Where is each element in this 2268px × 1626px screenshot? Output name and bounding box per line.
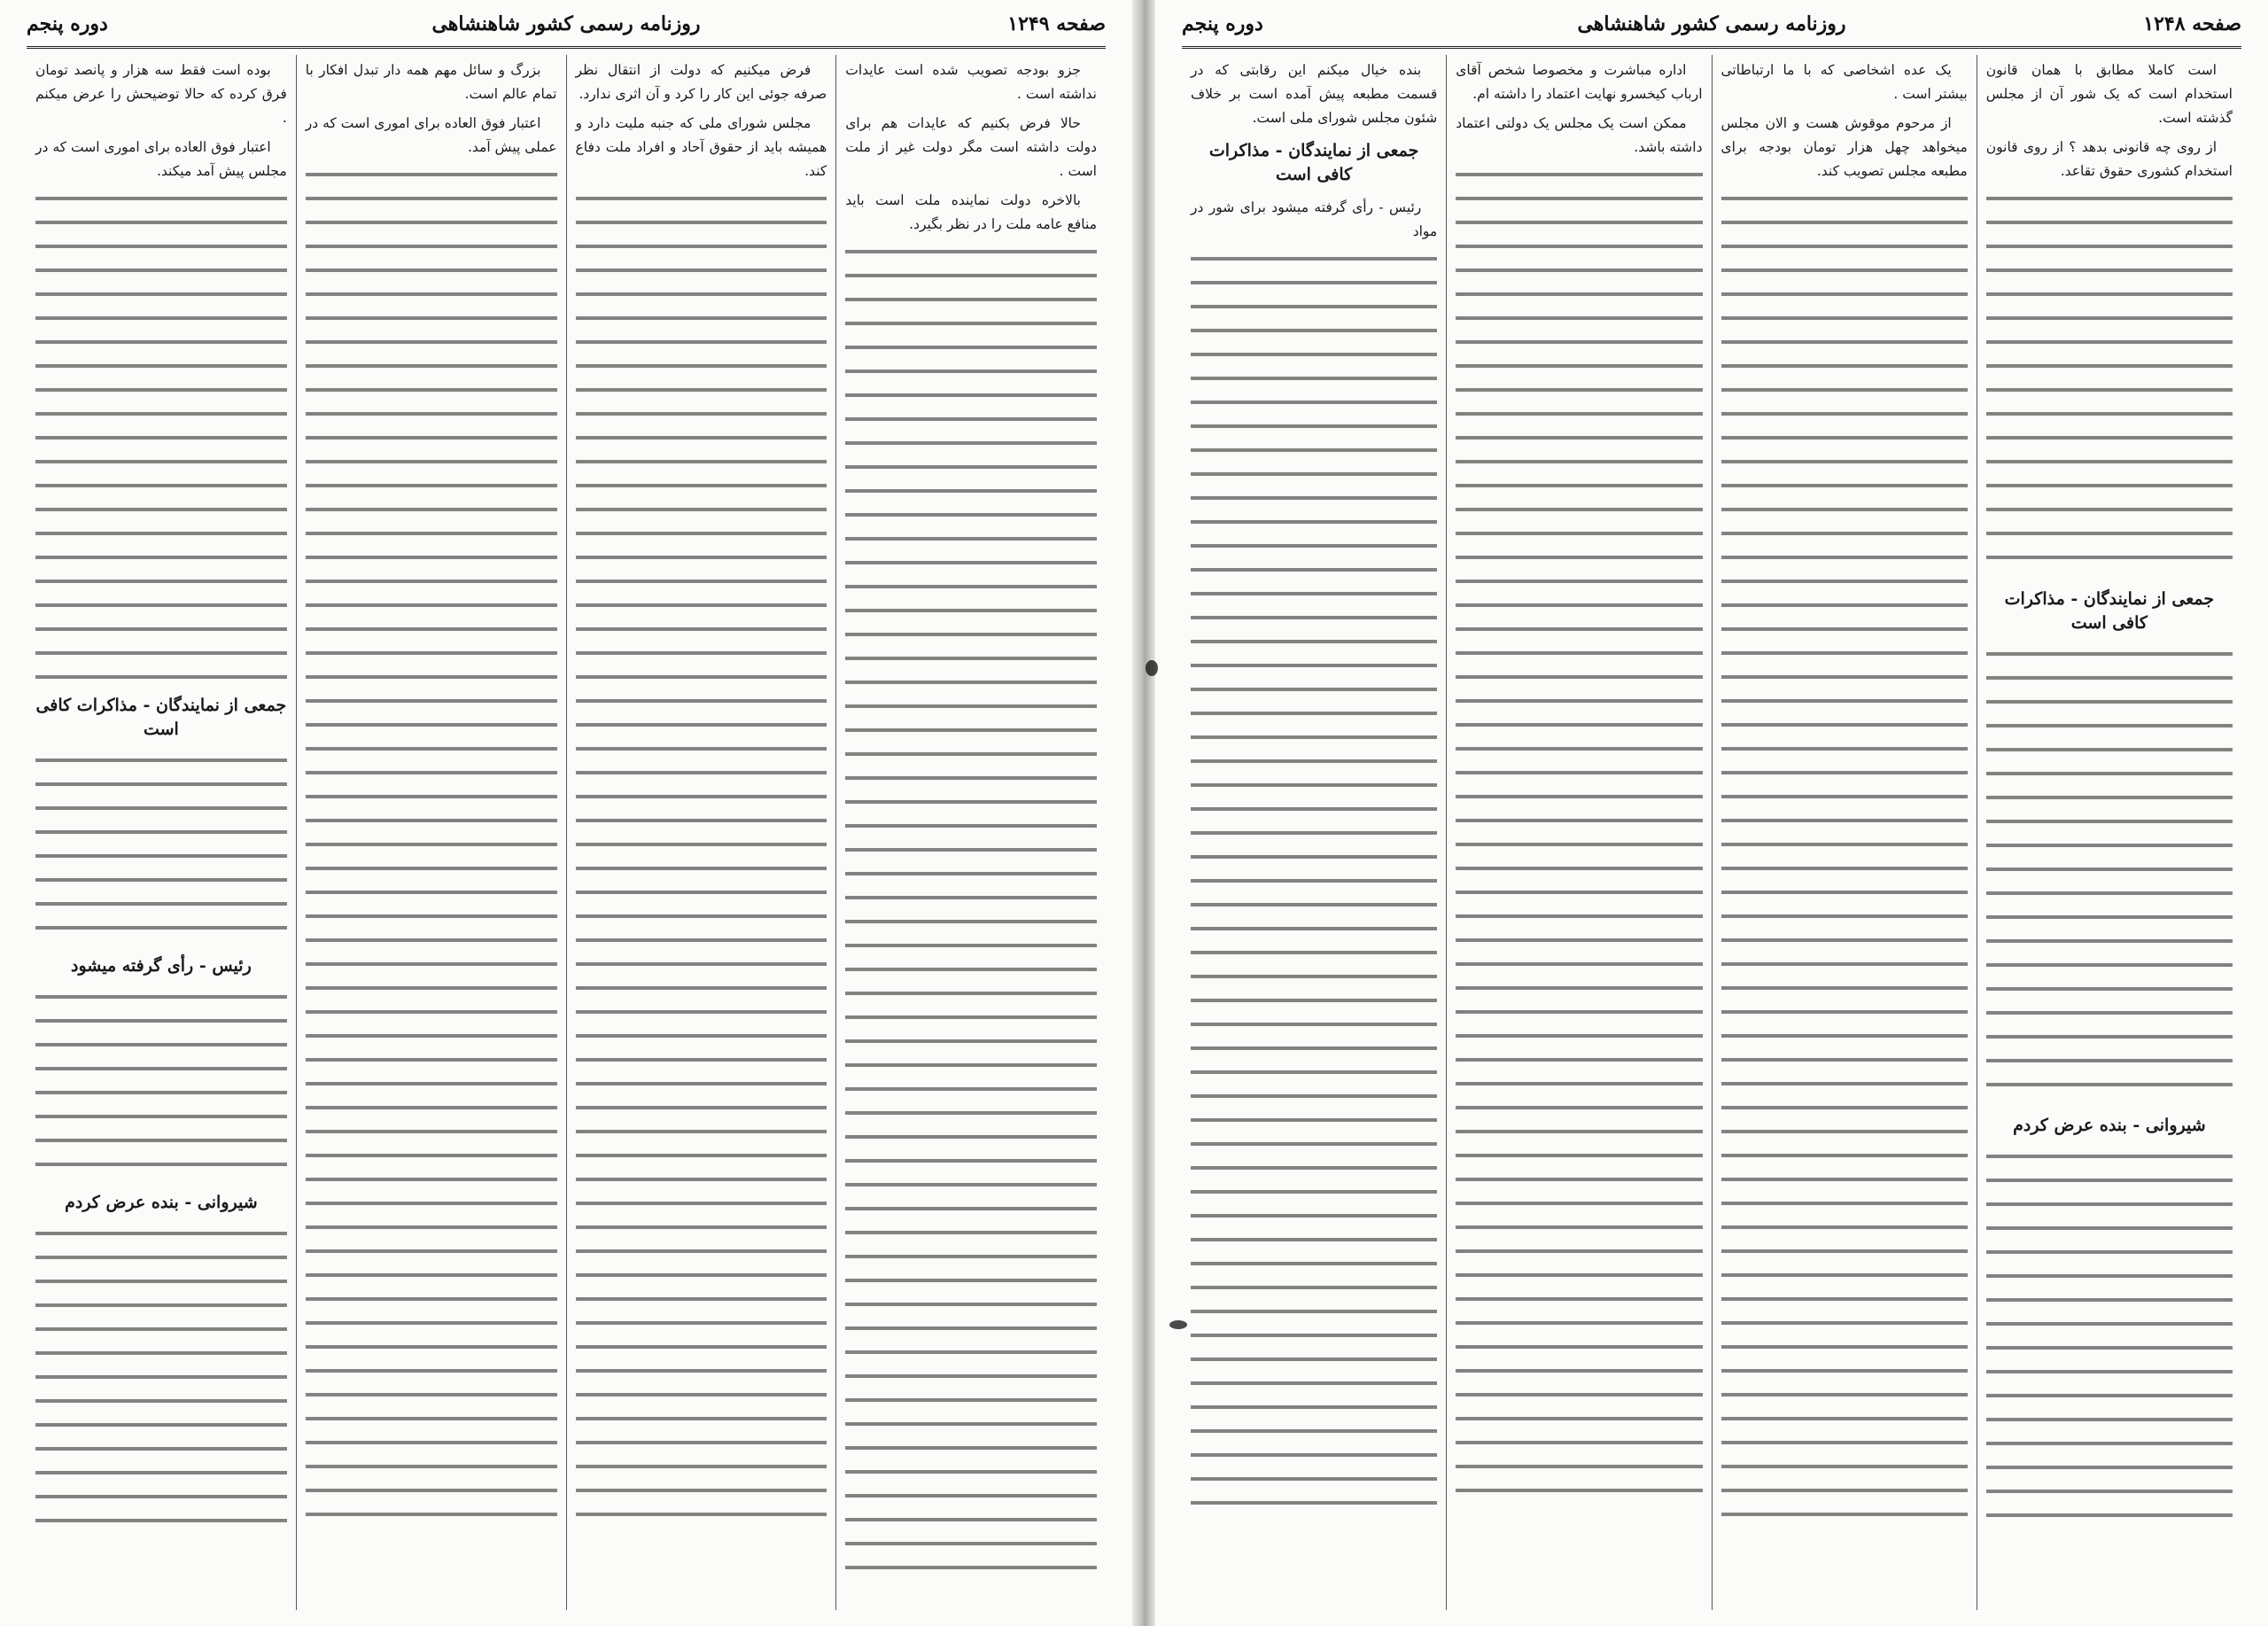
text-body <box>35 1224 287 1543</box>
paragraph: است کاملا مطابق با همان قانون استخدام است که یک شور آن از مجلس گذشته است. <box>1985 62 2233 126</box>
section-heading: شیروانی - بنده عرض کردم <box>65 1193 258 1212</box>
book-gutter <box>1132 0 1155 1626</box>
paragraph: یک عده اشخاصی که با ما ارتباطاتی بیشتر است . <box>1720 62 1968 102</box>
ink-blot <box>1146 660 1158 676</box>
text-body <box>306 165 557 1529</box>
text-body <box>845 242 1097 1571</box>
text-body <box>1986 189 2233 579</box>
paragraph: بزرگ و سائل مهم همه دار تبدل افکار با تمام عالم است. <box>305 62 557 102</box>
right-page-header <box>1182 12 2241 48</box>
paragraph: بوده است فقط سه هزار و پانصد تومان فرق کرده که حالا توضیحش را عرض میکنم . <box>35 62 287 126</box>
left-page-header <box>27 12 1106 48</box>
text-column <box>27 55 296 1610</box>
paragraph: بالاخره دولت نماینده ملت است باید منافع عامه ملت را در نظر بگیرد. <box>845 192 1097 232</box>
text-column <box>1182 55 1446 1610</box>
paragraph: حالا فرض بکنیم که عایدات هم برای دولت داشته است مگر دولت غیر از ملت است . <box>845 115 1097 179</box>
section-heading: جمعی از نمایندگان - مذاکرات کافی است <box>2004 589 2215 633</box>
paragraph: فرض میکنیم که دولت از انتقال نظر صرفه جوئی این کار را کرد و آن اثری ندارد. <box>575 62 827 102</box>
left-page <box>0 0 1132 1626</box>
text-body <box>576 189 827 1536</box>
right-page <box>1155 0 2268 1626</box>
paragraph: اعتبار فوق العاده برای اموری است که در عملی پیش آمد. <box>305 115 557 155</box>
period-label: دوره پنجم <box>27 12 108 35</box>
text-column <box>835 55 1106 1610</box>
paragraph: اعتبار فوق العاده برای اموری است که در مجلس پیش آمد میکند. <box>35 139 287 179</box>
newspaper-title: روزنامه رسمی کشور شاهنشاهی <box>431 12 701 35</box>
paragraph: جزو بودجه تصویب شده است عایدات نداشته است . <box>845 62 1097 102</box>
paragraph: از مرحوم موقوش هست و الان مجلس میخواهد چهل هزار تومان بودجه برای مطبعه مجلس تصویب کند. <box>1720 115 1968 179</box>
paragraph: مجلس شورای ملی که جنبه ملیت دارد و همیشه باید از حقوق آحاد و افراد ملت دفاع کند. <box>575 115 827 179</box>
section-heading: رئیس - رأی گرفته میشود <box>70 956 252 976</box>
header-rule <box>1182 46 2241 49</box>
header-rule <box>27 46 1106 49</box>
page-number: صفحه ۱۲۴۸ <box>2143 12 2241 35</box>
text-body <box>1456 165 1702 1512</box>
text-body <box>35 189 287 685</box>
text-column <box>1446 55 1711 1610</box>
right-columns <box>1182 55 2241 1610</box>
paragraph: رئیس - رأی گرفته میشود برای شور در مواد <box>1191 199 1438 239</box>
text-body <box>1721 189 1968 1536</box>
text-column <box>296 55 566 1610</box>
ink-blot <box>1169 1320 1187 1329</box>
left-columns <box>27 55 1106 1610</box>
period-label: دوره پنجم <box>1182 12 1263 35</box>
text-column <box>1712 55 1977 1610</box>
text-body <box>1986 644 2233 1105</box>
section-heading: جمعی از نمایندگان - مذاکرات کافی است <box>35 696 287 739</box>
section-heading: جمعی از نمایندگان - مذاکرات کافی است <box>1208 141 1419 184</box>
text-column <box>566 55 836 1610</box>
section-heading: شیروانی - بنده عرض کردم <box>2013 1116 2206 1135</box>
text-column <box>1977 55 2241 1610</box>
newspaper-title: روزنامه رسمی کشور شاهنشاهی <box>1577 12 1846 35</box>
paragraph: ممکن است یک مجلس یک دولتی اعتماد داشته باشد. <box>1456 115 1703 155</box>
text-body <box>1986 1147 2233 1519</box>
page-number: صفحه ۱۲۴۹ <box>1007 12 1106 35</box>
text-body <box>35 751 287 945</box>
paragraph: از روی چه قانونی بدهد ؟ از روی قانون استخدام کشوری حقوق تقاعد. <box>1985 139 2233 179</box>
paragraph: اداره مباشرت و مخصوصا شخص آقای ارباب کیخسرو نهایت اعتماد را داشته ام. <box>1456 62 1703 102</box>
paragraph: بنده خیال میکنم این رقابتی که در قسمت مطبعه پیش آمده است بر خلاف شئون مجلس شورای ملی است. <box>1191 62 1438 126</box>
text-body <box>1191 249 1437 1516</box>
text-body <box>35 987 287 1182</box>
